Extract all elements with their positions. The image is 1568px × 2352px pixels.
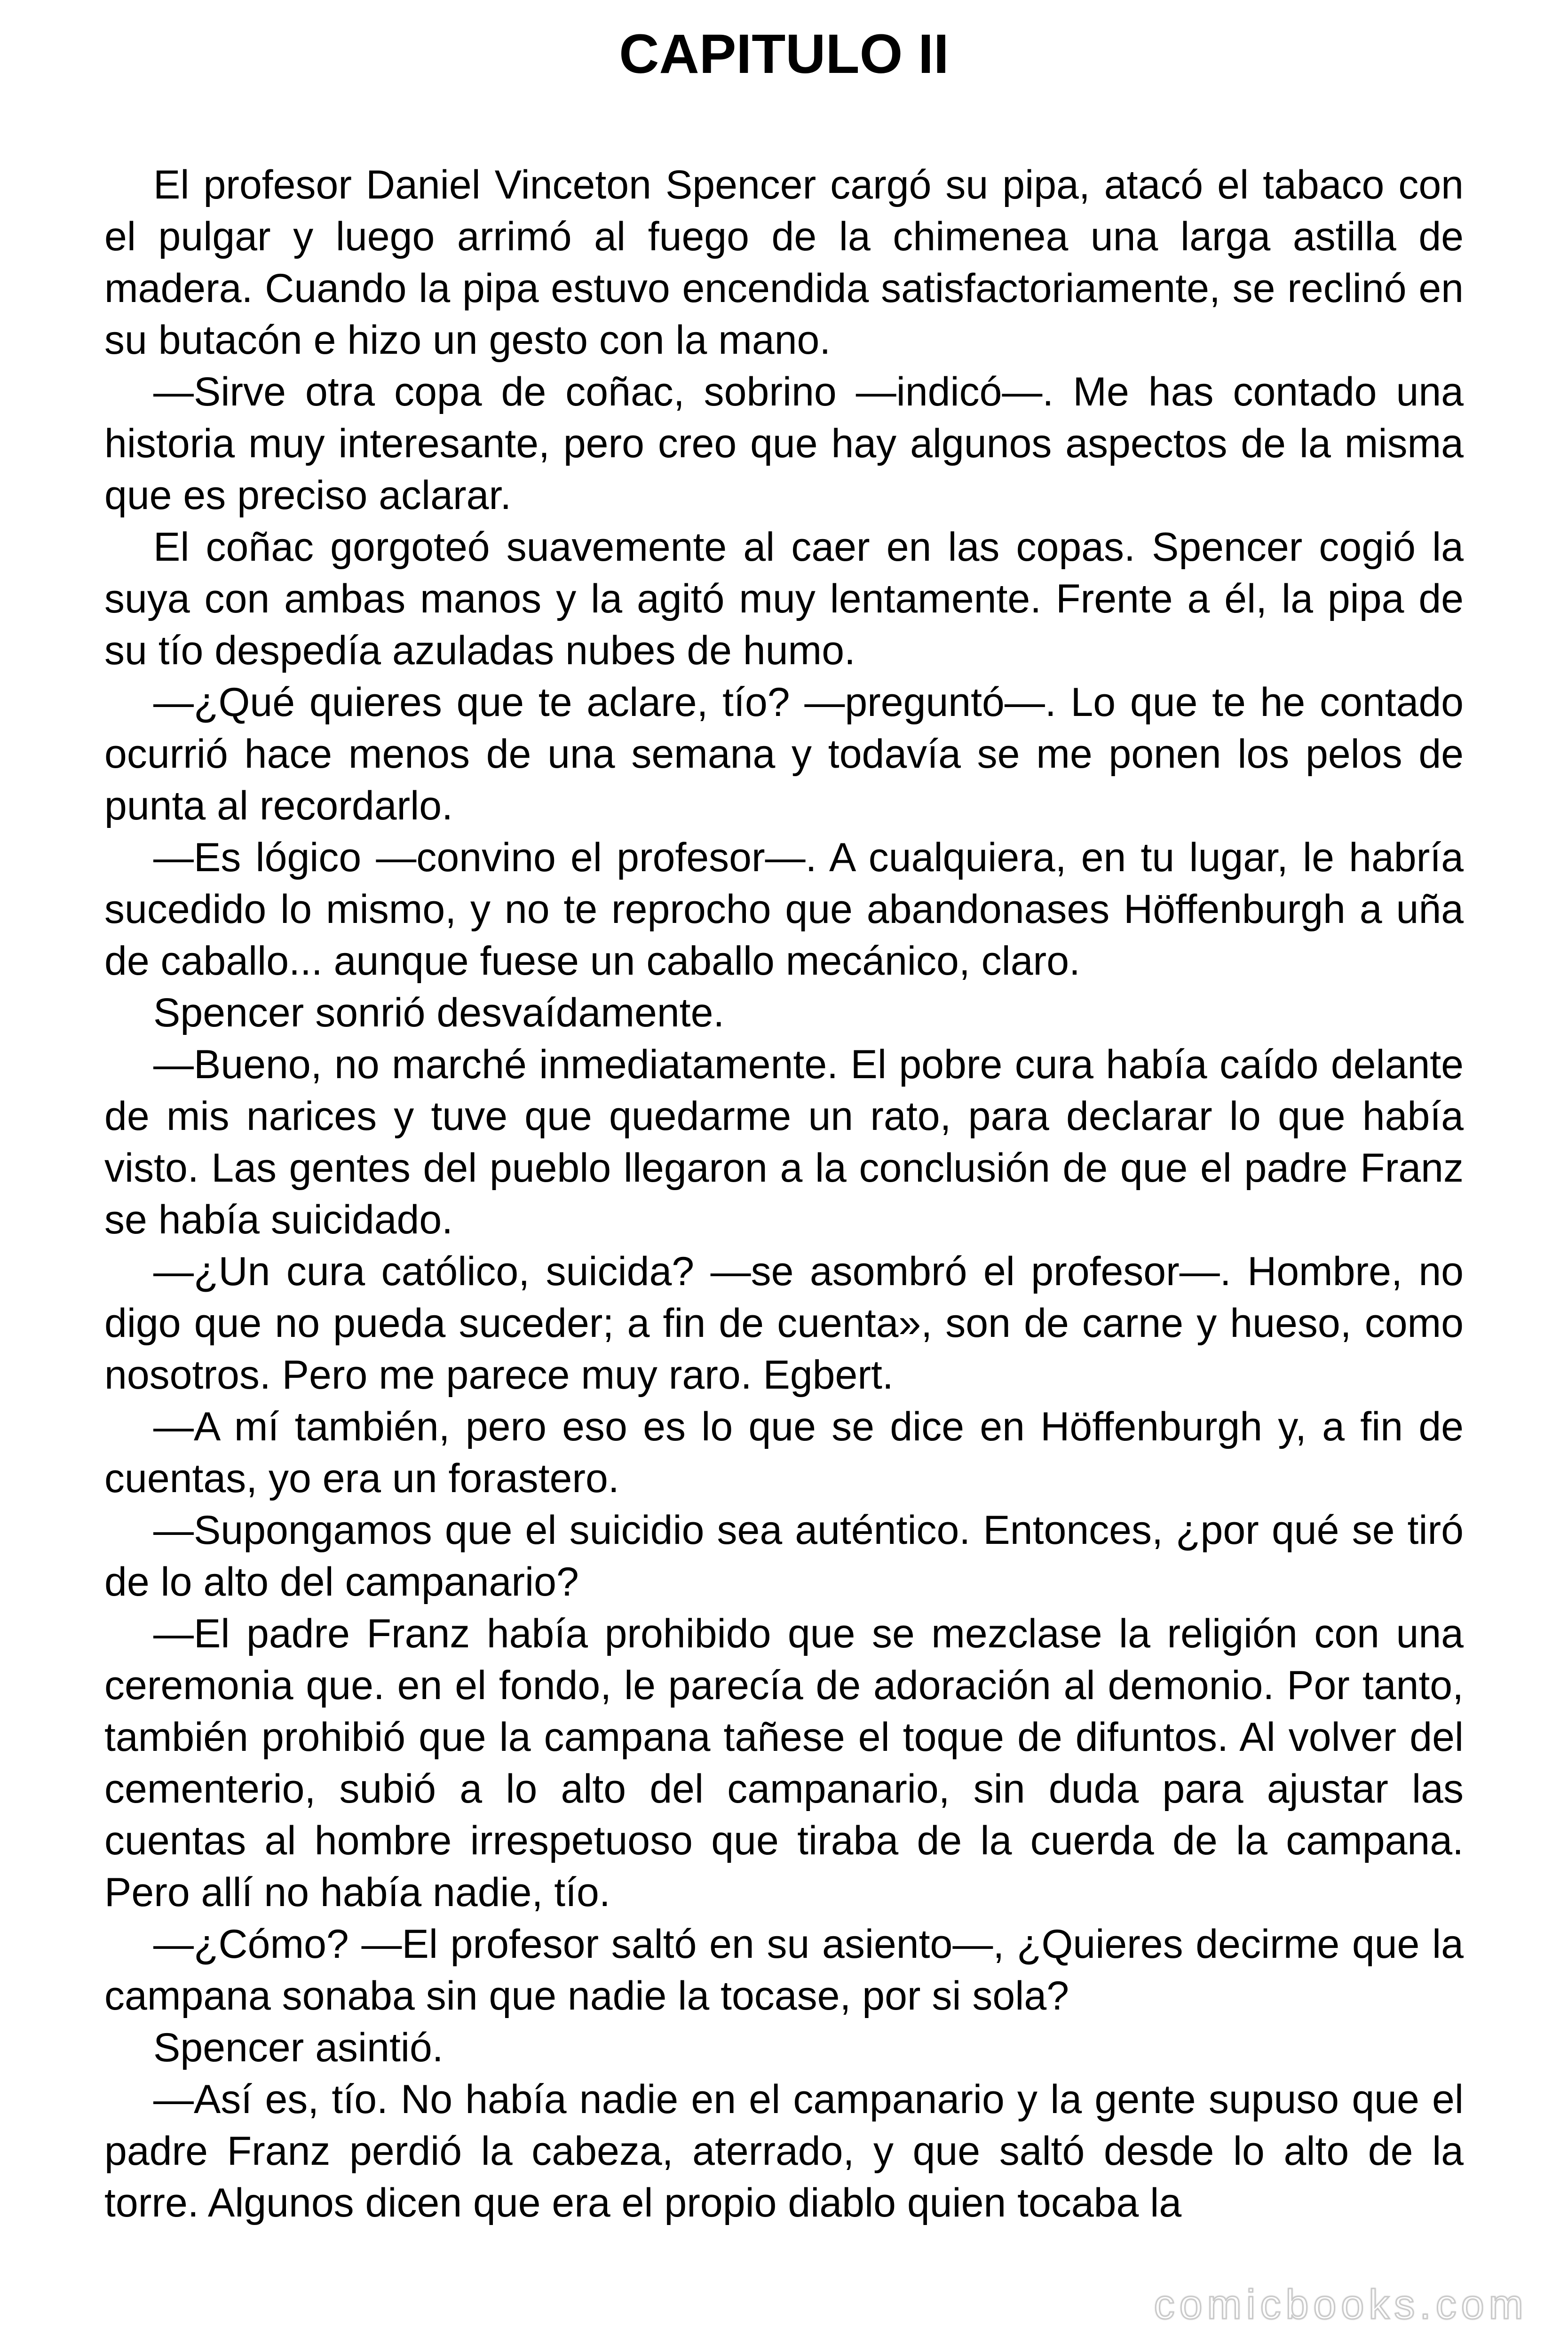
paragraph: —Bueno, no marché inmediatamente. El pobre cura había caído delante de mis narices y tuve que quedarme un rato, para declarar lo que había visto. Las gentes del pueblo llegaron a la conclusión de que el padre Franz se había suicidado. [104, 1042, 1464, 1242]
paragraph: —El padre Franz había prohibido que se mezclase la religión con una ceremonia que. en el fondo, le parecía de adoración al demonio. Por tanto, también prohibió que la campana tañese el toque de difuntos. Al volver del cementerio, subió a lo alto del campanario, sin duda para ajustar las cuentas al hombre irrespetuoso que tiraba de la cuerda de la campana. Pero allí no había nadie, tío. [104, 1611, 1464, 1915]
paragraph: —A mí también, pero eso es lo que se dice en Höffenburgh y, a fin de cuentas, yo era un forastero. [104, 1404, 1464, 1501]
paragraph: —¿Qué quieres que te aclare, tío? —preguntó—. Lo que te he contado ocurrió hace menos de una semana y todavía se me ponen los pelos de punta al recordarlo. [104, 680, 1464, 828]
paragraph: —Sirve otra copa de coñac, sobrino —indicó—. Me has contado una historia muy interesante, pero creo que hay algunos aspectos de la misma que es preciso aclarar. [104, 369, 1464, 518]
chapter-body [104, 159, 1464, 2229]
paragraph: El coñac gorgoteó suavemente al caer en las copas. Spencer cogió la suya con ambas manos y la agitó muy lentamente. Frente a él, la pipa de su tío despedía azuladas nubes de humo. [104, 524, 1464, 673]
paragraph: —Supongamos que el suicidio sea auténtico. Entonces, ¿por qué se tiró de lo alto del campanario? [104, 1508, 1464, 1605]
chapter-title: CAPITULO II [619, 23, 949, 85]
paragraph: Spencer asintió. [153, 2025, 443, 2070]
paragraph: —Así es, tío. No había nadie en el campanario y la gente supuso que el padre Franz perdió la cabeza, aterrado, y que saltó desde lo alto de la torre. Algunos dicen que era el propio diablo quien tocaba la [104, 2077, 1464, 2225]
paragraph: —¿Un cura católico, suicida? —se asombró el profesor—. Hombre, no digo que no pueda suceder; a fin de cuenta», son de carne y hueso, como nosotros. Pero me parece muy raro. Egbert. [104, 1249, 1464, 1398]
paragraph: Spencer sonrió desvaídamente. [153, 990, 725, 1035]
site-watermark: comicbooks.com [1154, 2281, 1528, 2328]
paragraph: —Es lógico —convino el profesor—. A cualquiera, en tu lugar, le habría sucedido lo mismo, y no te reprocho que abandonases Höffenburgh a uña de caballo... aunque fuese un caballo mecánico, claro. [104, 835, 1464, 984]
paragraph: El profesor Daniel Vinceton Spencer cargó su pipa, atacó el tabaco con el pulgar y luego arrimó al fuego de la chimenea una larga astilla de madera. Cuando la pipa estuvo encendida satisfactoriamente, se reclinó en su butacón e hizo un gesto con la mano. [104, 162, 1464, 363]
paragraph: —¿Cómo? —El profesor saltó en su asiento—, ¿Quieres decirme que la campana sonaba sin que nadie la tocase, por si sola? [104, 1922, 1464, 2018]
